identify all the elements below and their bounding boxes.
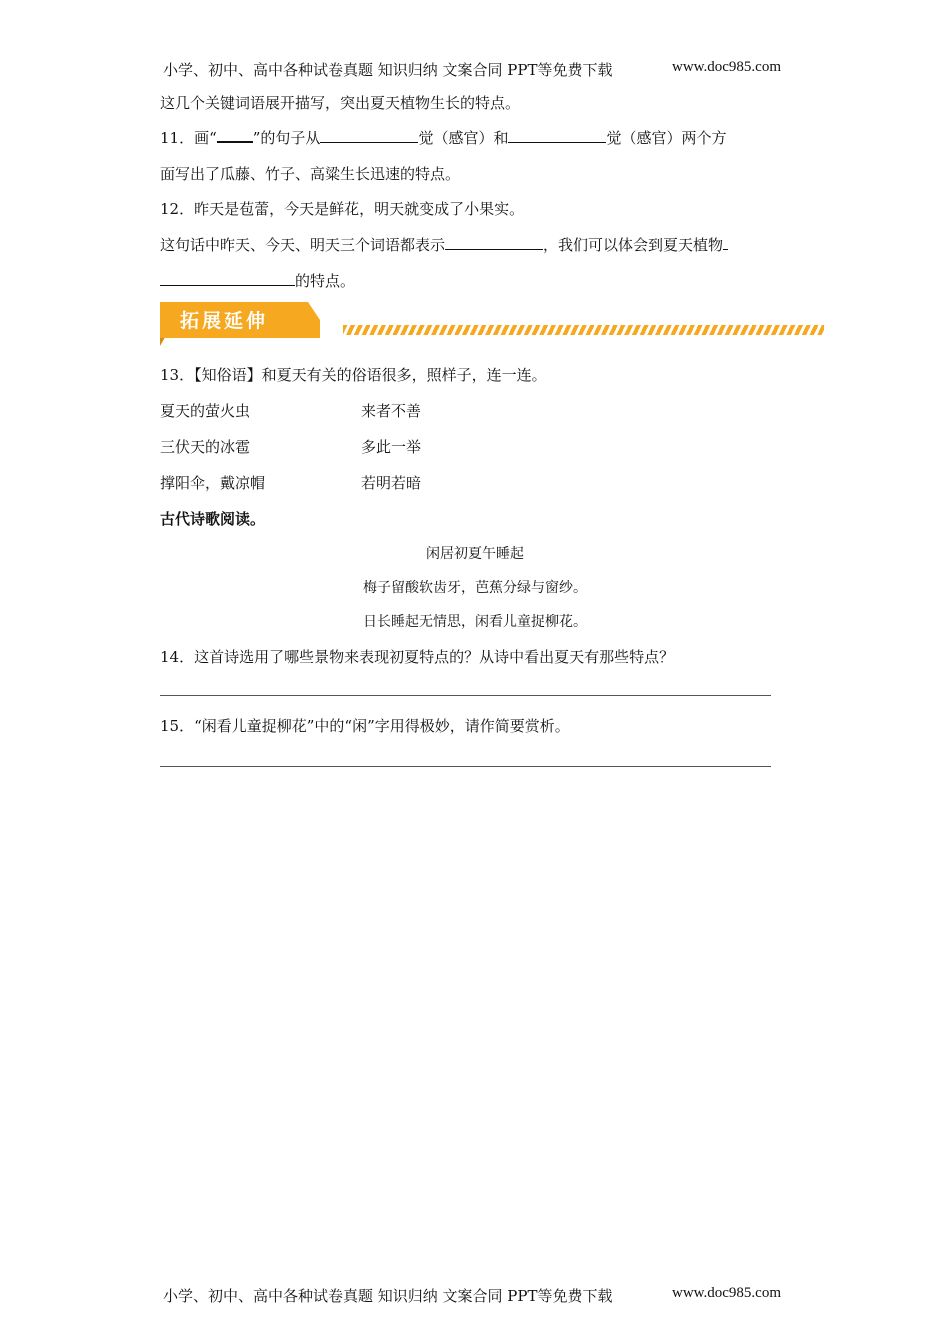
banner-title: 拓展延伸: [180, 310, 269, 332]
answer-blank[interactable]: [445, 234, 543, 250]
answer-line[interactable]: [160, 766, 771, 767]
section-heading: 古代诗歌阅读。: [160, 510, 266, 528]
q11-part-a: 11．画“: [160, 129, 217, 147]
match-right-item[interactable]: 若明若暗: [361, 474, 422, 492]
q11-part-b: ”的句子从: [252, 129, 321, 147]
question-13: 13．【知俗语】和夏天有关的俗语很多，照样子，连一连。: [160, 366, 547, 384]
quote-blank: [217, 126, 253, 143]
section-banner: [160, 302, 824, 348]
footer-url[interactable]: www.doc985.com: [672, 1285, 782, 1301]
poem-title: 闲居初夏午睡起: [426, 546, 524, 562]
text-line: 这几个关键词语展开描写，突出夏天植物生长的特点。: [160, 94, 521, 112]
question-11: [160, 126, 726, 148]
match-left-item[interactable]: 撑阳伞，戴凉帽: [160, 474, 266, 492]
poem-line: 梅子留酸软齿牙，芭蕉分绿与窗纱。: [363, 580, 587, 596]
text-line: 面写出了瓜藤、竹子、高粱生长迅速的特点。: [160, 165, 461, 183]
q12-part-c: 的特点。: [295, 272, 356, 290]
answer-blank[interactable]: [320, 127, 418, 143]
text-line: [160, 270, 355, 291]
answer-line[interactable]: [160, 695, 771, 696]
answer-blank[interactable]: [508, 127, 606, 143]
match-right-item[interactable]: 多此一举: [361, 438, 422, 456]
match-left-item[interactable]: 三伏天的冰雹: [160, 438, 251, 456]
banner-stripes: [343, 325, 824, 335]
q12-part-b: ，我们可以体会到夏天植物: [543, 236, 724, 254]
header-text: 小学、初中、高中各种试卷真题 知识归纳 文案合同 PPT等免费下载: [163, 61, 613, 79]
q12-part-a: 这句话中昨天、今天、明天三个词语都表示: [160, 236, 446, 254]
footer-text: 小学、初中、高中各种试卷真题 知识归纳 文案合同 PPT等免费下载: [163, 1287, 613, 1305]
answer-blank[interactable]: [160, 270, 295, 286]
question-12: 12．昨天是苞蕾，今天是鲜花，明天就变成了小果实。: [160, 200, 525, 218]
q11-part-d: 觉（感官）两个方: [606, 129, 727, 147]
answer-blank[interactable]: [723, 234, 728, 250]
match-right-item[interactable]: 来者不善: [361, 402, 422, 420]
q11-part-c: 觉（感官）和: [418, 129, 509, 147]
question-15: 15．“闲看儿童捉柳花”中的“闲”字用得极妙，请作简要赏析。: [160, 717, 570, 735]
poem-line: 日长睡起无情思，闲看儿童捉柳花。: [363, 614, 587, 630]
text-line: [160, 234, 728, 255]
question-14: 14．这首诗选用了哪些景物来表现初夏特点的？从诗中看出夏天有那些特点？: [160, 648, 675, 666]
header-url[interactable]: www.doc985.com: [672, 59, 782, 75]
match-left-item[interactable]: 夏天的萤火虫: [160, 402, 251, 420]
